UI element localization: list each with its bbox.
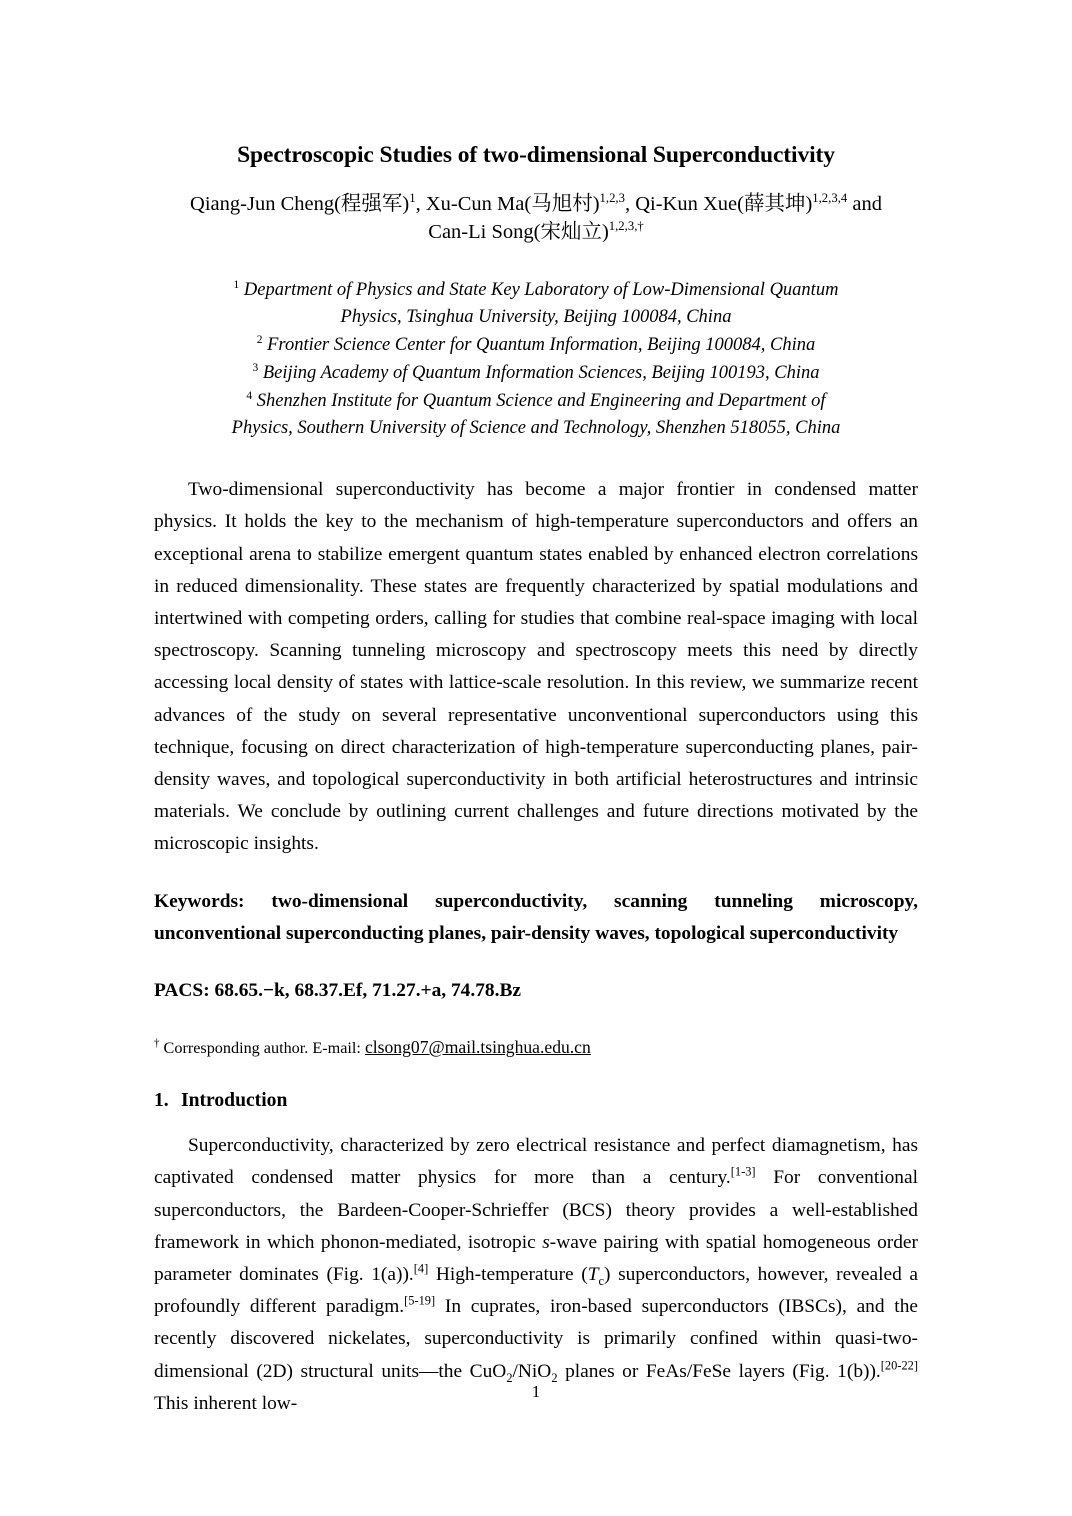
section-heading-introduction <box>154 1087 918 1114</box>
affiliation-item <box>154 277 918 305</box>
author-4-affiliation-marks: 1,2,3,† <box>608 219 644 234</box>
affiliation-item <box>154 332 918 360</box>
affiliation-item <box>154 304 918 332</box>
par-segment: -wave pairing with spatial homogeneous order parameter dominates (Fig. 1(a)). <box>154 1231 918 1286</box>
section-title: Introduction <box>181 1089 288 1111</box>
affiliation-marker: 4 <box>246 389 253 402</box>
affiliation-marker: 1 <box>233 278 240 291</box>
author-1-affiliation-marks: 1 <box>409 191 416 206</box>
par-segment: planes or FeAs/FeSe layers (Fig. 1(b)). <box>557 1360 881 1382</box>
par-segment: Superconductivity, characterized by zero electrical resistance and perfect diamagnetism, has captivated condensed matter physics for more than a century. <box>154 1135 918 1189</box>
par-segment: For conventional superconductors, the Bardeen-Cooper-Schrieffer (BCS) theory provides a well-established framework in which phonon-mediated, isotropic <box>154 1167 918 1253</box>
abstract-paragraph: Two-dimensional superconductivity has become a major frontier in condensed matter physics. It holds the key to the mechanism of high-temperature superconductors and offers an exceptional arena to stabilize emergent quantum states enabled by enhanced electron correlations in reduced dimensionality. These states are frequently characterized by spatial modulations and intertwined with competing orders, calling for studies that combine real-space imaging with local spectroscopy. Scanning tunneling microscopy and spectroscopy meets this need by directly accessing local density of states with lattice-scale resolution. In this review, we summarize recent advances of the study on several representative unconventional superconductors using this technique, focusing on direct characterization of high-temperature superconducting planes, pair-density waves, and topological superconductivity in both artificial heterostructures and intrinsic materials. We conclude by outlining current challenges and future directions motivated by the microscopic insights. <box>154 479 918 855</box>
affiliation-item <box>154 360 918 388</box>
par-segment: /NiO <box>512 1360 552 1382</box>
pacs-line: PACS: 68.65.−k, 68.37.Ef, 71.27.+a, 74.78.Bz <box>154 979 522 1001</box>
citation-ref[interactable]: [1-3] <box>730 1165 756 1179</box>
author-3-affiliation-marks: 1,2,3,4 <box>812 191 848 206</box>
page-content <box>154 0 918 1439</box>
italic-symbol: T <box>587 1264 599 1286</box>
affiliation-text: Physics, Tsinghua University, Beijing 100084, China <box>340 307 732 328</box>
affiliation-text: Department of Physics and State Key Laboratory of Low-Dimensional Quantum <box>239 279 839 300</box>
affiliation-item <box>154 415 918 443</box>
keywords-line: Keywords: two-dimensional superconductivity, scanning tunneling microscopy, unconventional superconducting planes, pair-density waves, topological superconductivity <box>154 890 918 944</box>
affiliation-text: Frontier Science Center for Quantum Information, Beijing 100084, China <box>262 335 816 356</box>
page-title: Spectroscopic Studies of two-dimensional Superconductivity <box>237 142 835 168</box>
author-1-name: Qiang-Jun Cheng(程强军) <box>190 193 410 216</box>
footnote-marker: † <box>154 1037 160 1050</box>
italic-symbol: s <box>542 1231 550 1253</box>
author-list <box>154 190 918 247</box>
affiliation-marker: 3 <box>252 361 259 374</box>
par-segment: In cuprates, iron-based superconductors (IBSCs), and the recently discovered nickelates, superconductivity is primarily confined within quasi-two-dimensional (2D) structural units—the CuO <box>154 1296 918 1382</box>
affiliation-item <box>154 388 918 416</box>
author-4-name: Can-Li Song(宋灿立) <box>428 221 609 244</box>
par-segment: High-temperature ( <box>428 1264 588 1286</box>
citation-ref[interactable]: [20-22] <box>880 1358 918 1373</box>
subscript-text: 2 <box>551 1370 558 1385</box>
author-2-name: , Xu-Cun Ma(马旭村) <box>415 193 600 216</box>
citation-ref[interactable]: [4] <box>413 1261 429 1276</box>
affiliation-text: Beijing Academy of Quantum Information Sciences, Beijing 100193, China <box>258 362 820 383</box>
par-segment: This inherent low- <box>154 1392 298 1414</box>
introduction-paragraph <box>154 1130 918 1420</box>
corresponding-author-footnote <box>154 1034 918 1060</box>
author-conjunction: and <box>847 193 882 216</box>
subscript-text: 2 <box>506 1370 513 1385</box>
corresponding-author-email-link[interactable]: clsong07@mail.tsinghua.edu.cn <box>364 1037 591 1058</box>
section-number: 1. <box>154 1089 169 1111</box>
author-3-name: , Qi-Kun Xue(薛其坤) <box>624 193 813 216</box>
par-segment: ) superconductors, however, revealed a profoundly different paradigm. <box>154 1264 918 1318</box>
affiliation-text: Physics, Southern University of Science and Technology, Shenzhen 518055, China <box>231 418 841 439</box>
affiliation-list <box>154 277 918 444</box>
page-number: 1 <box>531 1382 541 1401</box>
affiliation-marker: 2 <box>256 333 263 346</box>
citation-ref[interactable]: [5-19] <box>404 1293 436 1308</box>
author-2-affiliation-marks: 1,2,3 <box>599 191 625 206</box>
footnote-label: Corresponding author. E-mail: <box>159 1039 365 1058</box>
subscript-text: c <box>598 1273 605 1288</box>
affiliation-text: Shenzhen Institute for Quantum Science and Engineering and Department of <box>252 390 826 411</box>
